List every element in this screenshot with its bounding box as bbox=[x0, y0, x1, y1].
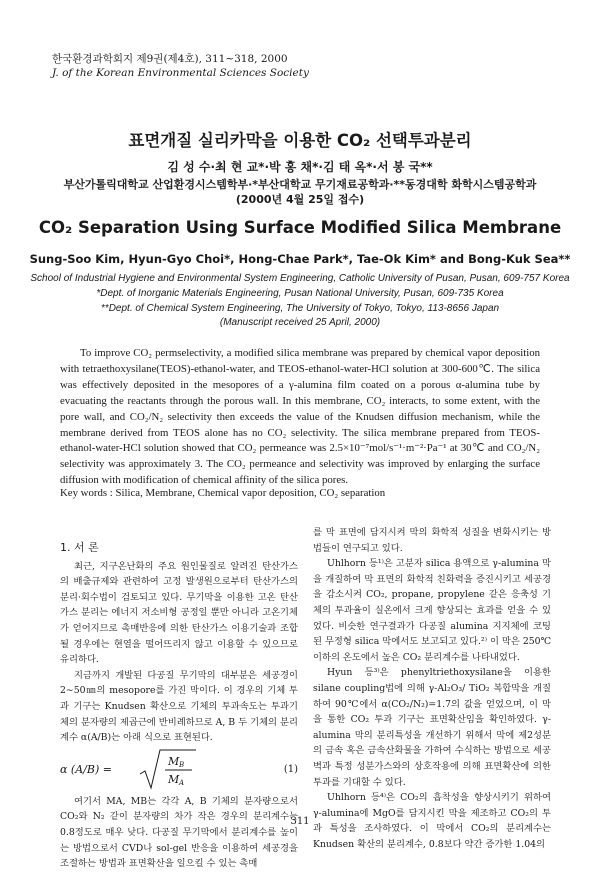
fraction-denominator: M bbox=[168, 772, 180, 786]
paragraph: 최근, 지구온난화의 주요 원인물질로 알려진 탄산가스의 배출규제와 관련하여 고정 발생원으로부터 탄산가스의 분리·회수법이 검토되고 있다. 무기막을 이용한 고온 탄산가스 분리는 에너지 저소비형 공정일 뿐만 아니라 고온기체가 얻어지므로 촉매반응에 의한 탄산가스 이용기술과 조합될 경우에는 현열을 떨어뜨리지 않고 이용할 수 있으므로 유리하다. bbox=[60, 560, 298, 666]
journal-name-korean: 한국환경과학회지 제9권(제4호), 311∼318, 2000 bbox=[52, 53, 288, 65]
paragraph: 여기서 MA, MB는 각각 A, B 기체의 분자량으로서 CO₂와 N₂ 같이 분자량의 차가 작은 경우의 분리계수는 0.8정도로 매우 낮다. 다공질 무기막에서 분리계수를 높이는 방법으로서 CVD나 sol-gel 반응을 이용하여 세공경을 조절하는 방법과 표면확산을 일으킬 수 있는 촉매 bbox=[60, 795, 298, 870]
received-date-korean: (2000년 4월 25일 접수) bbox=[235, 193, 365, 206]
paragraph: 를 막 표면에 담지시켜 막의 화학적 성질을 변화시키는 방법들이 연구되고 있다. bbox=[313, 527, 551, 554]
manuscript-received: (Manuscript received 25 April, 2000) bbox=[219, 317, 381, 329]
fraction-denominator-subscript: A bbox=[179, 778, 185, 787]
page-number: 311 bbox=[290, 816, 310, 827]
journal-name-english: J. of the Korean Environmental Sciences Society bbox=[52, 67, 309, 79]
affiliation-english: **Dept. of Chemical System Engineering, The University of Tokyo, Tokyo, 113-8656 Japan bbox=[100, 302, 500, 314]
title-korean: 표면개질 실리카막을 이용한 CO₂ 선택투과분리 bbox=[128, 131, 472, 150]
title-english: CO₂ Separation Using Surface Modified Silica Membrane bbox=[38, 218, 562, 237]
abstract: To improve CO₂ permselectivity, a modified silica membrane was prepared by chemical vapor deposition with tetraethoxysilane(TEOS)-ethanol-water, and TEOS-ethanol-water-HCl solution at 300-600℃. The silica was effectively deposited in the mesopores of a γ-alumina film coated on a porous α-alumina tube by evacuating the reactants through the porous wall. In this membrane, CO₂ interacts, to some extent, with the pore wall, and CO₂/N₂ selectivity then exceeds the value of the Knudsen diffusion mechanism, while the membrane derived from TEOS alone has no CO₂ selectivity. The silica membrane prepared from TEOS-ethanol-water-HCl solution showed that CO₂ permeance was 2.5×10⁻⁷mol/s⁻¹·m⁻²·Pa⁻¹ at 30℃ and CO₂/N₂ selectivity was approximately 3. The CO₂ permeance and selectivity was improved by enlarging the surface diffusion with modification of chemical affinity of the silica pores. bbox=[60, 347, 540, 487]
affiliations-english bbox=[0, 272, 600, 331]
affiliation-korean: 부산가톨릭대학교 산업환경시스템학부·*부산대학교 무기재료공학과·**동경대학 화학시스템공학과 bbox=[63, 178, 537, 191]
equation-1 bbox=[60, 746, 298, 794]
equation-lhs: α (A/B) = bbox=[60, 762, 112, 776]
journal-header bbox=[52, 52, 309, 80]
fraction-numerator: M bbox=[168, 754, 180, 768]
affiliation-block-korean bbox=[0, 177, 600, 207]
paragraph: Uhlhorn 등⁴⁾은 CO₂의 흡착성을 향상시키기 위하여 γ-alumina에 MgO를 담지시킨 막을 제조하고 CO₂의 투과 특성을 조사하였다. 이 막에서 CO₂의 분리계수는 Knudsen 확산의 분리계수, 0.8보다 약간 증가한 1.04의 bbox=[313, 792, 551, 850]
section-heading-introduction: 1. 서 론 bbox=[60, 541, 99, 554]
affiliation-english: School of Industrial Hygiene and Environmental System Engineering, Catholic University of Pusan, Pusan, 609-757 Korea bbox=[30, 273, 570, 284]
authors-english: Sung-Soo Kim, Hyun-Gyo Choi*, Hong-Chae Park*, Tae-Ok Kim* and Bong-Kuk Sea** bbox=[29, 252, 571, 266]
equation-number: (1) bbox=[283, 763, 298, 775]
affiliation-english: *Dept. of Inorganic Materials Engineering, Pusan National University, Pusan, 609-735 Korea bbox=[96, 287, 504, 299]
right-column bbox=[313, 525, 551, 852]
paragraph: 지금까지 개발된 다공질 무기막의 대부분은 세공경이 2∼50㎚의 mesopore를 가진 막이다. 이 경우의 기체 투과 기구는 Knudsen 확산으로 기체의 투과속도는 투과기체의 분자량의 제곱근에 반비례하므로 A, B 두 기체의 분리계수 α(A/B)는 아래 식으로 표현된다. bbox=[60, 669, 298, 744]
sqrt-fraction bbox=[138, 748, 198, 792]
paragraph: Uhlhorn 등¹⁾은 고분자 silica 용액으로 γ-alumina 막을 개질하여 막 표면의 화학적 친화력을 증진시키고 세공경을 감소시켜 CO₂, propane, propylene 같은 응축성 기체의 투과율이 실온에서 크게 향상되는 효과를 얻을 수 있었다. 비슷한 연구결과가 다공질 alumina 지지체에 코팅된 무정형 silica 막에서도 보고되고 있다.²⁾ 이 막은 250℃이하의 온도에서 높은 CO₂ 분리계수를 나타내었다. bbox=[313, 558, 551, 663]
authors-korean: 김 성 수·최 현 교*·박 홍 채*·김 태 옥*·서 봉 국** bbox=[167, 160, 433, 174]
keywords: Key words : Silica, Membrane, Chemical vapor deposition, CO₂ separation bbox=[60, 487, 386, 499]
fraction-numerator-subscript: B bbox=[179, 760, 185, 769]
paragraph: Hyun 등³⁾은 phenyltriethoxysilane을 이용한 silane coupling법에 의해 γ-Al₂O₃/ TiO₂ 복합막을 개질하여 90℃에서 α(CO₂/N₂)=1.7의 값을 얻었으며, 이 막을 통한 CO₂ 투과 기구는 표면확산임을 확인하였다. γ-alumina 막의 분리특성을 개선하기 위해서 막에 제2성분의 금속 혹은 금속산화물을 가하여 수식하는 방법으로 세공벽과 특정 성분가스와의 상호작용에 의해 표면확산에 의한 투과를 기대할 수 있다. bbox=[313, 667, 551, 788]
